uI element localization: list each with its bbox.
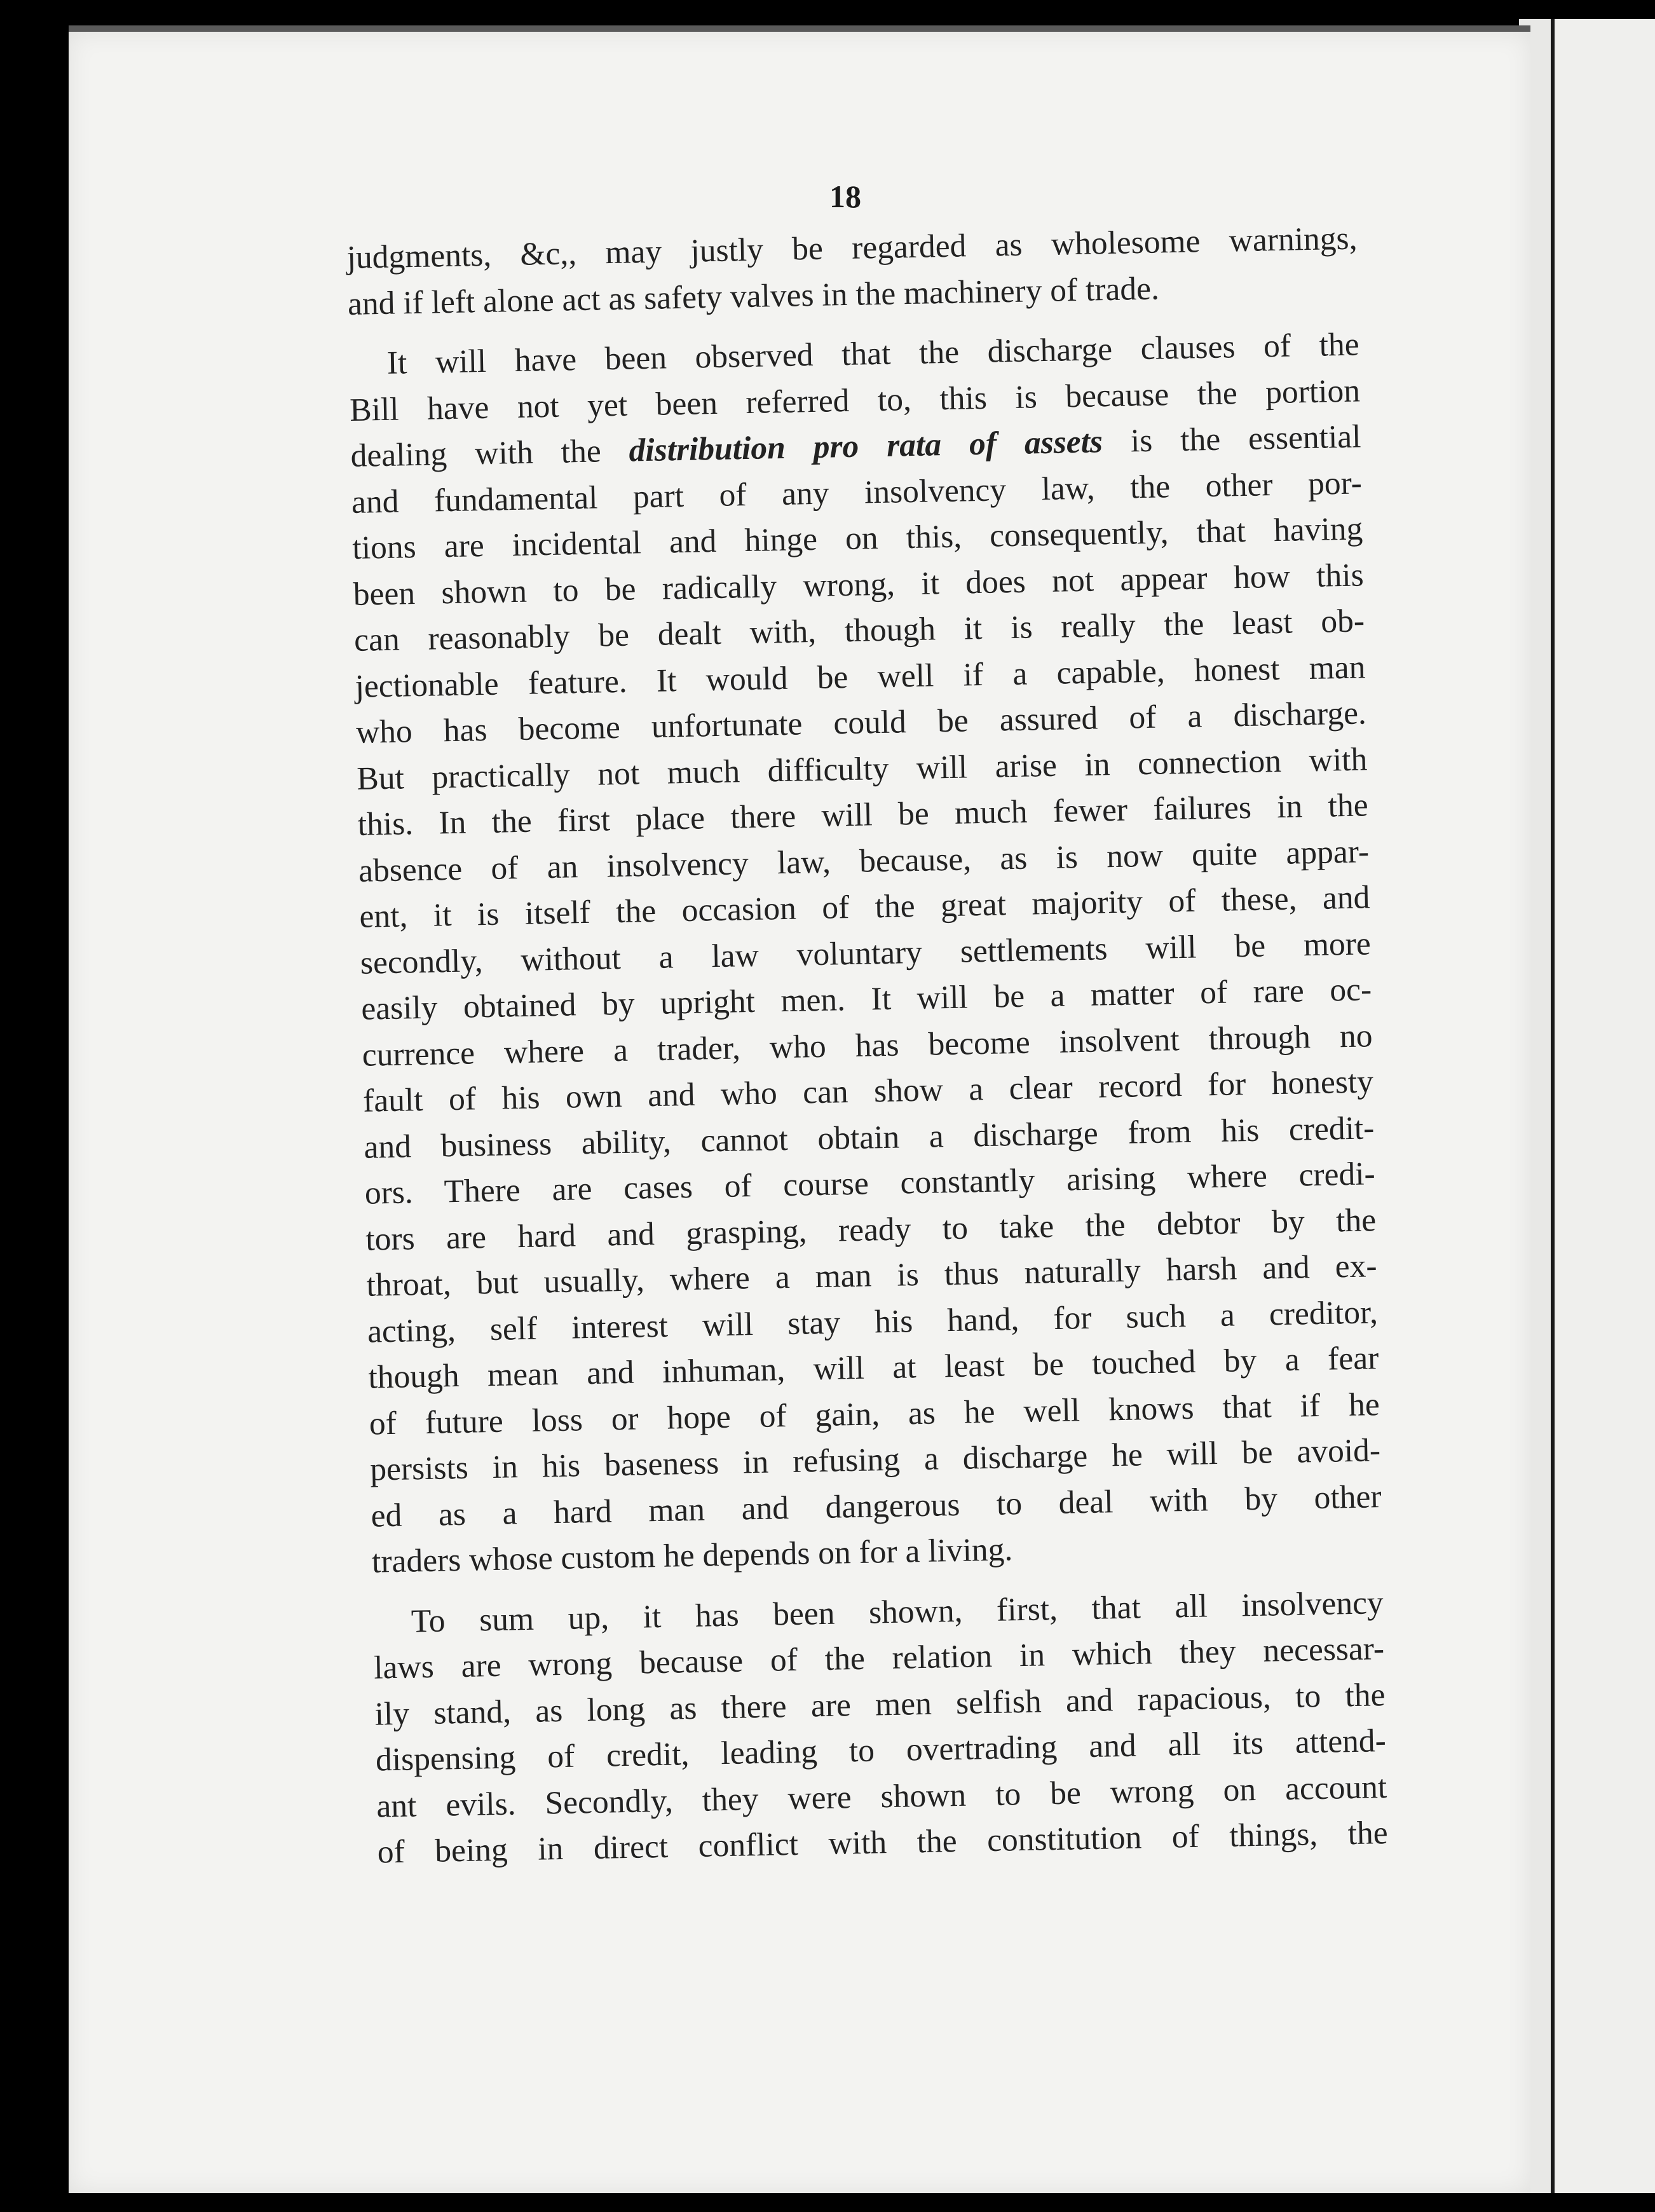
text-line: Bill have not yet been referred to, this is because the portion xyxy=(349,372,1361,428)
text-line: and fundamental part of any insolvency law, the other por- xyxy=(351,464,1363,521)
text-line: ed as a hard man and dangerous to deal with by other xyxy=(371,1478,1382,1534)
text-line: laws are wrong because of the relation in which they necessar- xyxy=(373,1630,1385,1686)
text-line: tors are hard and grasping, ready to take the debtor by the xyxy=(365,1201,1377,1258)
text-line: But practically not much difficulty will arise in connection with xyxy=(356,741,1368,797)
text-line: It will have been observed that the discharge clauses of the xyxy=(386,326,1360,381)
text-line: dispensing of credit, leading to overtrading and all its attend- xyxy=(375,1723,1387,1778)
text-line: though mean and inhuman, will at least be touched by a fear xyxy=(367,1340,1379,1396)
text-line: judgments, &c,, may justly be regarded as wholesome warnings, xyxy=(346,220,1358,276)
text-line: ant evils. Secondly, they were shown to be wrong on account xyxy=(376,1768,1387,1825)
text-line: traders whose custom he depends on for a living. xyxy=(371,1531,1013,1580)
text-line: tions are incidental and hinge on this, consequently, that having xyxy=(351,510,1363,566)
text-fragment: dealing with the xyxy=(350,432,630,474)
paragraph-2 xyxy=(348,322,1382,1585)
text-line: absence of an insolvency law, because, as is now quite appar- xyxy=(358,833,1370,889)
text-line: been shown to be radically wrong, it does not appear how this xyxy=(353,556,1365,613)
text-line: jectionable feature. It would be well if a capable, honest man xyxy=(355,648,1366,705)
text-line: To sum up, it has been shown, first, that all insolvency xyxy=(411,1584,1384,1639)
text-line: ors. There are cases of course constantly arising where credi- xyxy=(364,1156,1376,1212)
text-line: ily stand, as long as there are men selfish and rapacious, to the xyxy=(374,1676,1386,1733)
paragraph-1 xyxy=(346,215,1358,327)
text-line: persists in his baseness in refusing a discharge he will be avoid- xyxy=(369,1432,1381,1488)
italic-phrase: distribution pro rata of assets xyxy=(629,423,1103,469)
text-line: of future loss or hope of gain, as he well knows that if he xyxy=(369,1386,1380,1442)
text-line: and if left alone act as safety valves in the machinery of trade. xyxy=(347,270,1160,322)
text-line: can reasonably be dealt with, though it is really the least ob- xyxy=(353,603,1365,659)
text-line: throat, but usually, where a man is thus naturally harsh and ex- xyxy=(366,1248,1377,1304)
text-fragment: is the essential xyxy=(1102,418,1361,460)
text-line: currence where a trader, who has become insolvent through no xyxy=(362,1017,1373,1074)
text-line: and business ability, cannot obtain a discharge from his credit- xyxy=(364,1109,1375,1166)
adjacent-page xyxy=(1551,19,1655,2193)
text-line: who has become unfortunate could be assured of a discharge. xyxy=(355,695,1367,751)
text-line: easily obtained by upright men. It will be a matter of rare oc- xyxy=(360,971,1372,1027)
paragraph-3 xyxy=(372,1580,1388,1876)
text-line: fault of his own and who can show a clear record for honesty xyxy=(362,1063,1374,1119)
text-line: secondly, without a law voluntary settlements will be more xyxy=(360,925,1372,981)
text-line: ent, it is itself the occasion of the great majority of these, and xyxy=(359,879,1370,935)
body-text xyxy=(346,215,1388,1876)
text-line: of being in direct conflict with the constitution of things, the xyxy=(377,1815,1389,1871)
text-line: this. In the first place there will be much fewer failures in the xyxy=(357,787,1369,843)
page-number: 18 xyxy=(829,179,861,214)
text-line: acting, self interest will stay his hand, for such a creditor, xyxy=(367,1294,1379,1350)
